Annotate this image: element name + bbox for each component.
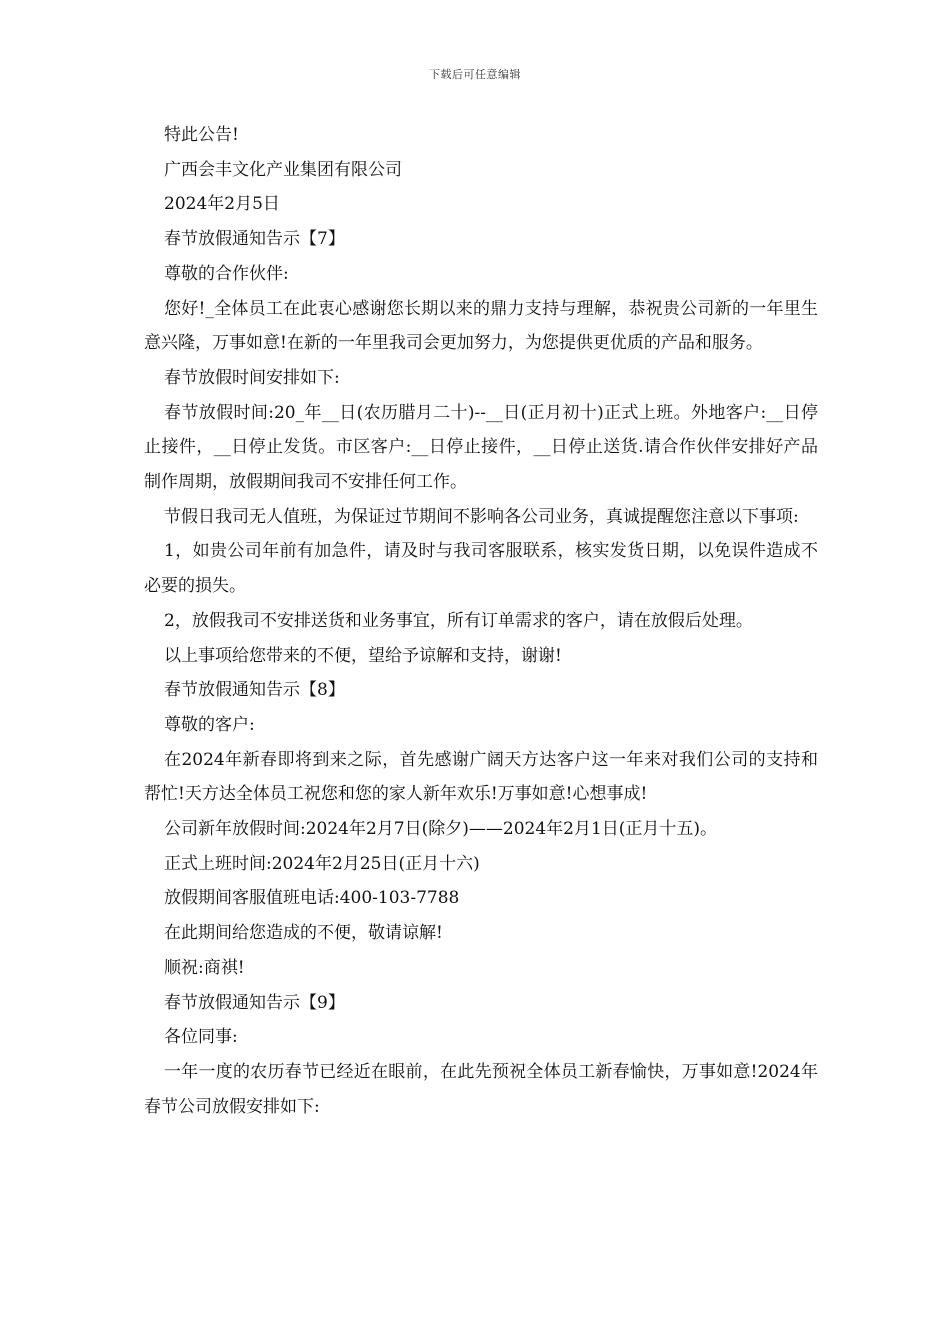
paragraph: 在此期间给您造成的不便，敬请谅解! — [164, 923, 443, 944]
list-item: 2，放假我司不安排送货和业务事宜，所有订单需求的客户，请在放假后处理。 — [164, 610, 753, 631]
paragraph: 放假期间客服值班电话:400-103-7788 — [164, 888, 460, 909]
salutation: 尊敬的合作伙伴: — [164, 263, 289, 284]
paragraph: 2024年2月5日 — [164, 194, 280, 215]
list-item: 1，如贵公司年前有加急件，请及时与我司客服联系，核实发货日期，以免误件造成不必要的损失。 — [144, 541, 818, 597]
page-header: 下载后可任意编辑 — [429, 68, 521, 81]
paragraph: 特此公告! — [164, 125, 239, 145]
section-heading: 春节放假通知告示【9】 — [164, 992, 345, 1013]
paragraph: 正式上班时间:2024年2月25日(正月十六) — [164, 853, 480, 874]
paragraph: 顺祝:商祺! — [164, 957, 245, 978]
salutation: 各位同事: — [164, 1027, 238, 1048]
paragraph: 春节放假时间:20_年__日(农历腊月二十)--__日(正月初十)正式上班。外地客户:__日停止接件，__日停止发货。市区客户:__日停止接件，__日停止送货.请合作伙伴安排好产品制作周期，放假期间我司不安排任何工作。 — [144, 402, 818, 493]
paragraph: 在2024年新春即将到来之际，首先感谢广阔天方达客户这一年来对我们公司的支持和帮忙!天方达全体员工祝您和您的家人新年欢乐!万事如意!心想事成! — [144, 749, 818, 805]
section-heading: 春节放假通知告示【8】 — [164, 680, 345, 701]
paragraph: 以上事项给您带来的不便，望给予谅解和支持，谢谢! — [164, 645, 562, 666]
paragraph: 春节放假时间安排如下: — [164, 367, 340, 388]
paragraph: 公司新年放假时间:2024年2月7日(除夕)——2024年2月1日(正月十五)。 — [164, 819, 718, 840]
paragraph: 一年一度的农历春节已经近在眼前，在此先预祝全体员工新春愉快，万事如意!2024年春节公司放假安排如下: — [144, 1061, 818, 1117]
paragraph: 节假日我司无人值班，为保证过节期间不影响各公司业务，真诚提醒您注意以下事项: — [164, 506, 799, 527]
document-body — [144, 118, 818, 1124]
section-heading: 春节放假通知告示【7】 — [164, 229, 345, 250]
salutation: 尊敬的客户: — [164, 714, 255, 735]
paragraph: 您好!_全体员工在此衷心感谢您长期以来的鼎力支持与理解，恭祝贵公司新的一年里生意兴隆，万事如意!在新的一年里我司会更加努力，为您提供更优质的产品和服务。 — [144, 298, 818, 354]
paragraph: 广西会丰文化产业集团有限公司 — [164, 159, 402, 180]
